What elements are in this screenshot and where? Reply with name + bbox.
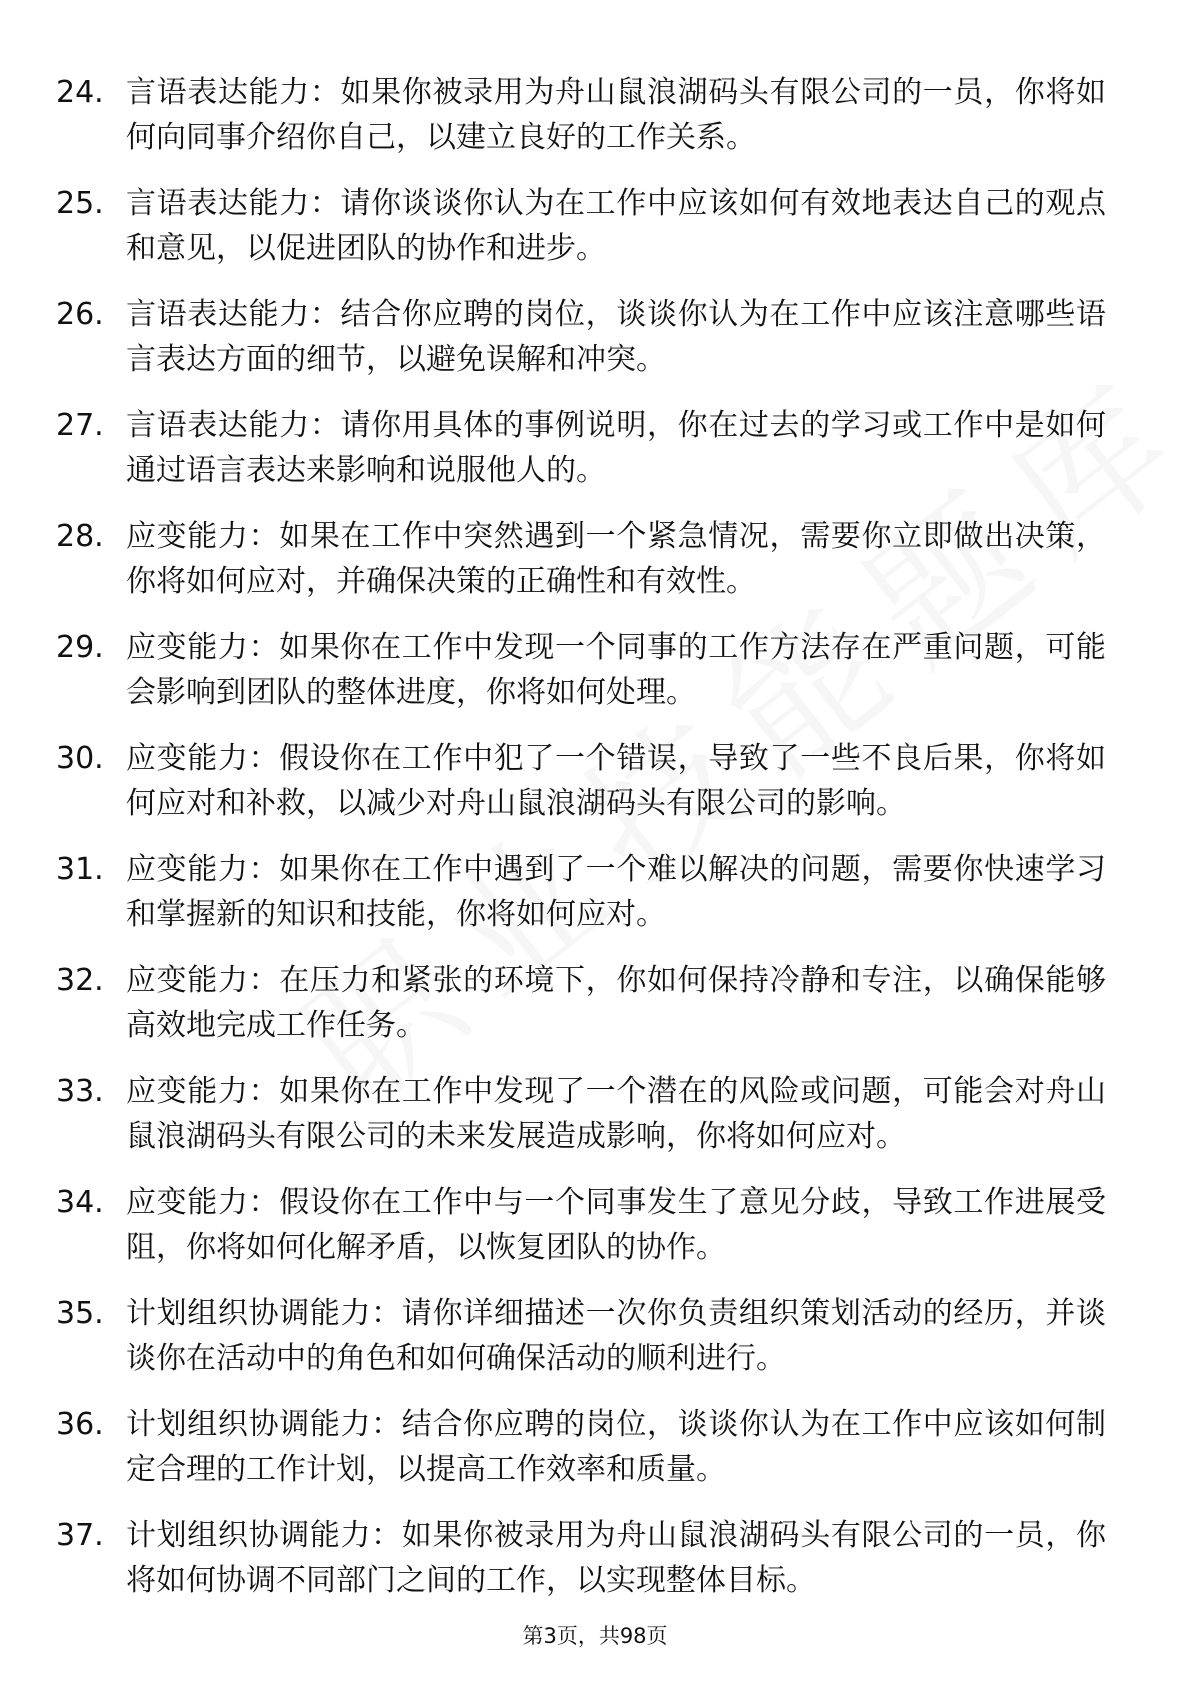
question-number: 24. — [56, 75, 104, 110]
question-text: 计划组织协调能力：请你详细描述一次你负责组织策划活动的经历，并谈谈你在活动中的角色和如何确保活动的顺利进行。 — [126, 1296, 1106, 1376]
question-text: 计划组织协调能力：如果你被录用为舟山鼠浪湖码头有限公司的一员，你将如何协调不同部门之间的工作，以实现整体目标。 — [126, 1518, 1106, 1598]
question-list — [56, 70, 1106, 1624]
question-item — [56, 1069, 1106, 1159]
question-number: 25. — [56, 186, 104, 221]
question-text: 应变能力：假设你在工作中犯了一个错误，导致了一些不良后果，你将如何应对和补救，以减少对舟山鼠浪湖码头有限公司的影响。 — [126, 741, 1106, 821]
question-item — [56, 514, 1106, 604]
question-number: 34. — [56, 1185, 104, 1220]
question-item — [56, 292, 1106, 382]
question-item — [56, 625, 1106, 715]
question-text: 计划组织协调能力：结合你应聘的岗位，谈谈你认为在工作中应该如何制定合理的工作计划，以提高工作效率和质量。 — [126, 1407, 1106, 1487]
page-footer — [0, 1620, 1190, 1650]
question-item — [56, 403, 1106, 493]
question-number: 28. — [56, 519, 104, 554]
question-item — [56, 1402, 1106, 1492]
question-number: 35. — [56, 1296, 104, 1331]
question-text: 言语表达能力：结合你应聘的岗位，谈谈你认为在工作中应该注意哪些语言表达方面的细节，以避免误解和冲突。 — [126, 297, 1106, 377]
question-text: 应变能力：如果你在工作中发现一个同事的工作方法存在严重问题，可能会影响到团队的整体进度，你将如何处理。 — [126, 630, 1106, 710]
question-item — [56, 958, 1106, 1048]
question-item — [56, 1180, 1106, 1270]
question-text: 应变能力：如果在工作中突然遇到一个紧急情况，需要你立即做出决策，你将如何应对，并确保决策的正确性和有效性。 — [126, 519, 1106, 599]
question-text: 应变能力：如果你在工作中发现了一个潜在的风险或问题，可能会对舟山鼠浪湖码头有限公司的未来发展造成影响，你将如何应对。 — [126, 1074, 1106, 1154]
question-number: 30. — [56, 741, 104, 776]
question-number: 33. — [56, 1074, 104, 1109]
question-item — [56, 70, 1106, 160]
question-number: 26. — [56, 297, 104, 332]
question-number: 27. — [56, 408, 104, 443]
question-text: 应变能力：在压力和紧张的环境下，你如何保持冷静和专注，以确保能够高效地完成工作任务。 — [126, 963, 1106, 1043]
question-item — [56, 736, 1106, 826]
question-item — [56, 847, 1106, 937]
page-number: 第3页，共98页 — [522, 1624, 668, 1648]
question-text: 言语表达能力：请你用具体的事例说明，你在过去的学习或工作中是如何通过语言表达来影响和说服他人的。 — [126, 408, 1106, 488]
question-text: 应变能力：假设你在工作中与一个同事发生了意见分歧，导致工作进展受阻，你将如何化解矛盾，以恢复团队的协作。 — [126, 1185, 1106, 1265]
question-number: 36. — [56, 1407, 104, 1442]
question-number: 29. — [56, 630, 104, 665]
question-item — [56, 1513, 1106, 1603]
question-text: 应变能力：如果你在工作中遇到了一个难以解决的问题，需要你快速学习和掌握新的知识和技能，你将如何应对。 — [126, 852, 1106, 932]
question-item — [56, 181, 1106, 271]
question-number: 32. — [56, 963, 104, 998]
question-text: 言语表达能力：请你谈谈你认为在工作中应该如何有效地表达自己的观点和意见，以促进团队的协作和进步。 — [126, 186, 1106, 266]
question-text: 言语表达能力：如果你被录用为舟山鼠浪湖码头有限公司的一员，你将如何向同事介绍你自己，以建立良好的工作关系。 — [126, 75, 1106, 155]
question-number: 37. — [56, 1518, 104, 1553]
question-number: 31. — [56, 852, 104, 887]
question-item — [56, 1291, 1106, 1381]
